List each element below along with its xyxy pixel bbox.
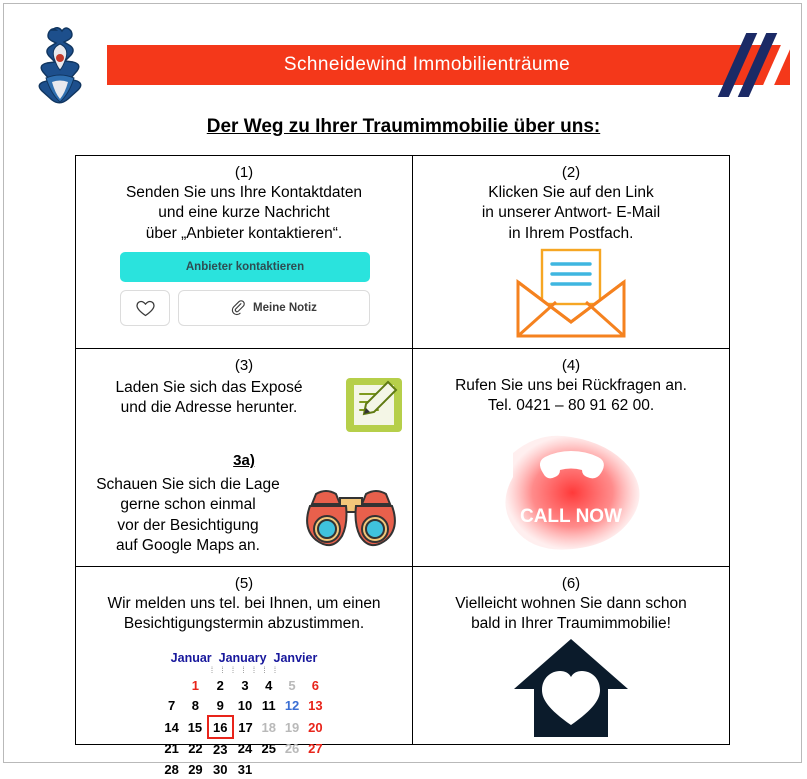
step-text-1-line-1: Senden Sie uns Ihre Kontaktdaten xyxy=(125,184,363,201)
calendar-week-row xyxy=(160,759,327,779)
step-number-3: (3) xyxy=(234,357,254,374)
step-cell-1 xyxy=(76,156,413,349)
calendar-day-cell[interactable]: 18 xyxy=(261,719,276,735)
calendar-day-cell xyxy=(280,759,303,779)
heraldic-crest-icon xyxy=(22,24,100,114)
calendar-day-cell[interactable]: 20 xyxy=(308,719,323,735)
calendar-day-cell xyxy=(257,759,280,779)
calendar-day-cell[interactable]: 16 xyxy=(208,716,233,738)
page-subtitle: Der Weg zu Ihrer Traumimmobilie über uns: xyxy=(206,116,601,137)
calendar-day-cell[interactable]: 15 xyxy=(187,719,203,735)
calendar-day-cell[interactable]: 21 xyxy=(164,741,179,756)
calendar-day-cell[interactable]: 26 xyxy=(284,741,300,756)
calendar-day-cell[interactable]: 23 xyxy=(212,741,228,757)
page-header xyxy=(12,16,792,94)
step-text-3a-line-1: Schauen Sie sich die Lage xyxy=(96,476,280,493)
calendar-day-cell[interactable]: 29 xyxy=(188,761,203,777)
calendar-day-cell xyxy=(304,759,327,779)
calendar-month-fr: Janvier xyxy=(273,651,318,665)
calendar-day-cell[interactable]: 13 xyxy=(308,698,323,713)
step-text-6 xyxy=(421,594,721,635)
step-cell-5 xyxy=(76,567,413,777)
step-3a-row xyxy=(84,475,404,557)
step-text-3-line-1: Laden Sie sich das Exposé xyxy=(115,379,303,396)
step-text-5-line-1: Wir melden uns tel. bei Ihnen, um einen xyxy=(107,595,381,612)
calendar-week-row xyxy=(160,738,327,759)
step-text-4-line-2: Tel. 0421 – 80 91 62 00. xyxy=(487,397,655,415)
step-number-2: (2) xyxy=(561,164,581,181)
step-text-2 xyxy=(421,183,721,244)
calendar-day-cell[interactable]: 25 xyxy=(261,741,276,756)
calendar-month-en: January xyxy=(218,651,267,665)
step-text-5-line-2: Besichtigungstermin abzustimmen. xyxy=(123,615,365,633)
calendar-day-cell[interactable]: 1 xyxy=(191,677,200,693)
step-text-3a xyxy=(84,475,292,557)
calendar-grid xyxy=(160,675,328,779)
step-number-3a: 3a) xyxy=(233,452,255,469)
calendar-day-cell[interactable]: 9 xyxy=(216,697,224,713)
calendar-month-de: Januar xyxy=(170,651,212,665)
calendar-day-cell[interactable]: 31 xyxy=(237,761,253,777)
step-1-action-row xyxy=(120,290,370,324)
step-3-top-row xyxy=(84,376,404,434)
calendar-week-row xyxy=(160,716,327,738)
calendar-day-cell[interactable]: 10 xyxy=(237,698,253,713)
step-number-6: (6) xyxy=(561,575,581,592)
step-text-1 xyxy=(84,183,404,244)
step-cell-6 xyxy=(413,567,729,744)
house-with-heart-icon xyxy=(512,637,630,741)
anbieter-kontaktieren-button[interactable]: Anbieter kontaktieren xyxy=(120,252,370,282)
call-now-label: CALL NOW xyxy=(519,506,623,527)
step-text-1-line-3: über „Anbieter kontaktieren“. xyxy=(145,224,343,242)
calendar-day-cell[interactable]: 14 xyxy=(164,719,179,735)
meine-notiz-label: Meine Notiz xyxy=(253,302,317,314)
calendar-day-cell[interactable]: 12 xyxy=(284,698,300,713)
step-number-5: (5) xyxy=(234,575,254,592)
heart-icon xyxy=(136,300,155,317)
step-cell-4 xyxy=(413,349,729,567)
calendar-week-row xyxy=(160,675,327,695)
calendar-day-cell[interactable]: 6 xyxy=(311,677,319,693)
calendar-week-row xyxy=(160,695,327,716)
calendar-day-cell[interactable]: 3 xyxy=(241,677,249,693)
calendar-month-labels xyxy=(160,651,328,665)
calendar-day-cell[interactable]: 11 xyxy=(261,698,276,713)
step-text-1-line-2: und eine kurze Nachricht xyxy=(158,204,330,222)
calendar-day-cell[interactable]: 28 xyxy=(164,761,179,777)
step-text-3a-line-3: vor der Besichtigung xyxy=(117,516,259,534)
calendar-day-cell[interactable]: 4 xyxy=(265,677,273,693)
favorite-button[interactable] xyxy=(120,290,170,326)
calendar-day-cell[interactable]: 19 xyxy=(284,719,300,735)
call-now-phone-icon xyxy=(483,427,659,555)
step-text-3-line-2: und die Adresse herunter. xyxy=(120,399,298,417)
step-text-2-line-3: in Ihrem Postfach. xyxy=(508,224,634,242)
step-text-6-line-2: bald in Ihrer Traumimmobilie! xyxy=(471,615,671,633)
calendar-day-cell[interactable]: 5 xyxy=(288,677,296,693)
step-text-4-line-1: Rufen Sie uns bei Rückfragen an. xyxy=(455,377,687,394)
calendar-day-cell[interactable]: 30 xyxy=(212,761,228,777)
document-edit-icon xyxy=(344,376,404,434)
step-text-5 xyxy=(84,594,404,635)
calendar-day-cell[interactable]: 8 xyxy=(191,698,200,713)
header-stripes-decoration xyxy=(706,45,792,85)
step-text-4 xyxy=(421,376,721,417)
step-text-2-line-2: in unserer Antwort- E-Mail xyxy=(481,204,661,222)
calendar-day-cell[interactable]: 24 xyxy=(237,741,253,756)
step-text-6-line-1: Vielleicht wohnen Sie dann schon xyxy=(455,595,687,612)
step-cell-3 xyxy=(76,349,413,567)
step-number-4: (4) xyxy=(561,357,581,374)
calendar-day-cell[interactable]: 17 xyxy=(238,719,253,735)
step-text-3 xyxy=(84,376,334,419)
calendar-day-cell[interactable]: 22 xyxy=(188,741,203,756)
step-number-1: (1) xyxy=(234,164,254,181)
calendar-day-cell[interactable]: 2 xyxy=(216,677,224,693)
step-text-3a-line-4: auf Google Maps an. xyxy=(116,537,260,555)
header-title: Schneidewind Immobilienträume xyxy=(283,54,571,75)
steps-table xyxy=(75,155,730,777)
open-envelope-icon xyxy=(512,248,630,340)
paperclip-icon xyxy=(231,301,246,316)
meine-notiz-button[interactable] xyxy=(178,290,370,326)
binoculars-icon xyxy=(298,484,404,548)
step-cell-2 xyxy=(413,156,729,349)
calendar-widget xyxy=(160,651,328,779)
step-text-3a-line-2: gerne schon einmal xyxy=(120,496,256,514)
step-text-2-line-1: Klicken Sie auf den Link xyxy=(488,184,654,201)
calendar-day-cell[interactable]: 7 xyxy=(168,698,176,713)
calendar-day-cell xyxy=(160,675,183,695)
calendar-day-cell[interactable]: 27 xyxy=(308,741,323,756)
calendar-weekday-row: ⁞ ⁞ ⁞ ⁞ ⁞ ⁞ ⁞ xyxy=(210,665,278,675)
